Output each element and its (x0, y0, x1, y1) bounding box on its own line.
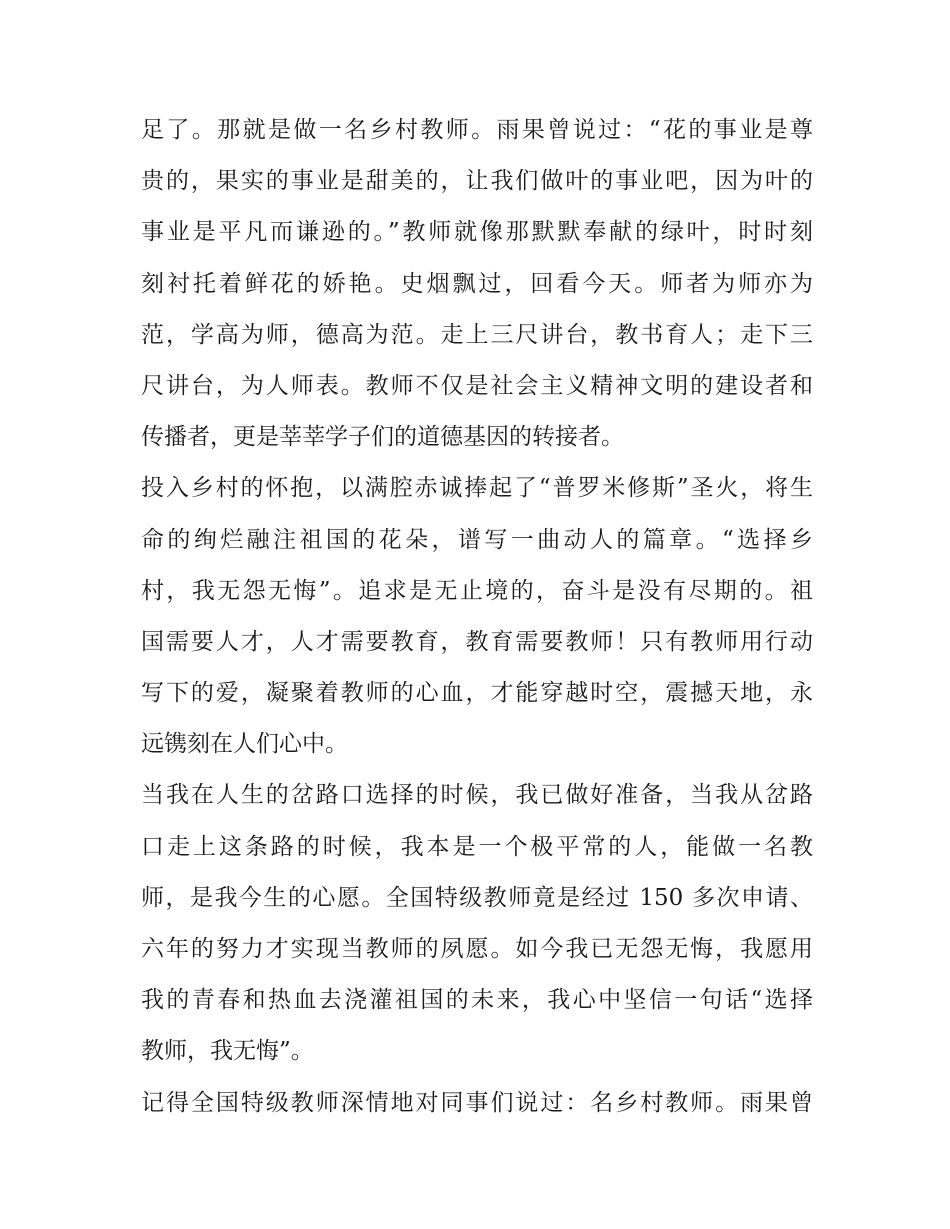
text-line: 写下的爱，凝聚着教师的心血，才能穿越时空，震撼天地，永 (141, 680, 813, 707)
paragraph-end-line: 教师，我无悔”。 (141, 1038, 314, 1065)
text-line: 六年的努力才实现当教师的夙愿。如今我已无怨无悔，我愿用 (141, 936, 813, 962)
text-line: 刻衬托着鲜花的娇艳。史烟飘过，回看今天。师者为师亦为 (141, 270, 813, 297)
text-line: 事业是平凡而谦逊的。”教师就像那默默奉献的绿叶，时时刻 (141, 219, 813, 246)
text-line: 足了。那就是做一名乡村教师。雨果曾说过：“花的事业是尊 (141, 117, 813, 143)
text-line: 贵的，果实的事业是甜美的，让我们做叶的事业吧，因为叶的 (141, 168, 813, 195)
text-line: 口走上这条路的时候，我本是一个极平常的人，能做一名教 (141, 833, 813, 860)
text-line: 尺讲台，为人师表。教师不仅是社会主义精神文明的建设者和 (141, 372, 813, 399)
text-line: 国需要人才，人才需要教育，教育需要教师！只有教师用行动 (141, 628, 813, 655)
text-line: 投入乡村的怀抱，以满腔赤诚捧起了“普罗米修斯”圣火，将生 (141, 475, 813, 502)
text-line: 范，学高为师，德高为范。走上三尺讲台，教书育人；走下三 (141, 321, 813, 348)
paragraph-end-line: 传播者，更是莘莘学子们的道德基因的转接者。 (141, 424, 624, 451)
text-line: 当我在人生的岔路口选择的时候，我已做好准备，当我从岔路 (141, 782, 813, 809)
text-line: 师，是我今生的心愿。全国特级教师竟是经过 150 多次申请、 (141, 884, 813, 911)
text-line: 我的青春和热血去浇灌祖国的未来，我心中坚信一句话“选择 (141, 987, 813, 1014)
paragraph-end-line: 远镌刻在人们心中。 (141, 731, 348, 758)
text-line: 村，我无怨无悔”。追求是无止境的，奋斗是没有尽期的。祖 (141, 577, 813, 604)
text-line: 记得全国特级教师深情地对同事们说过：名乡村教师。雨果曾 (141, 1089, 813, 1116)
text-line: 命的绚烂融注祖国的花朵，谱写一曲动人的篇章。“选择乡 (141, 526, 813, 553)
body-text (141, 108, 813, 1132)
